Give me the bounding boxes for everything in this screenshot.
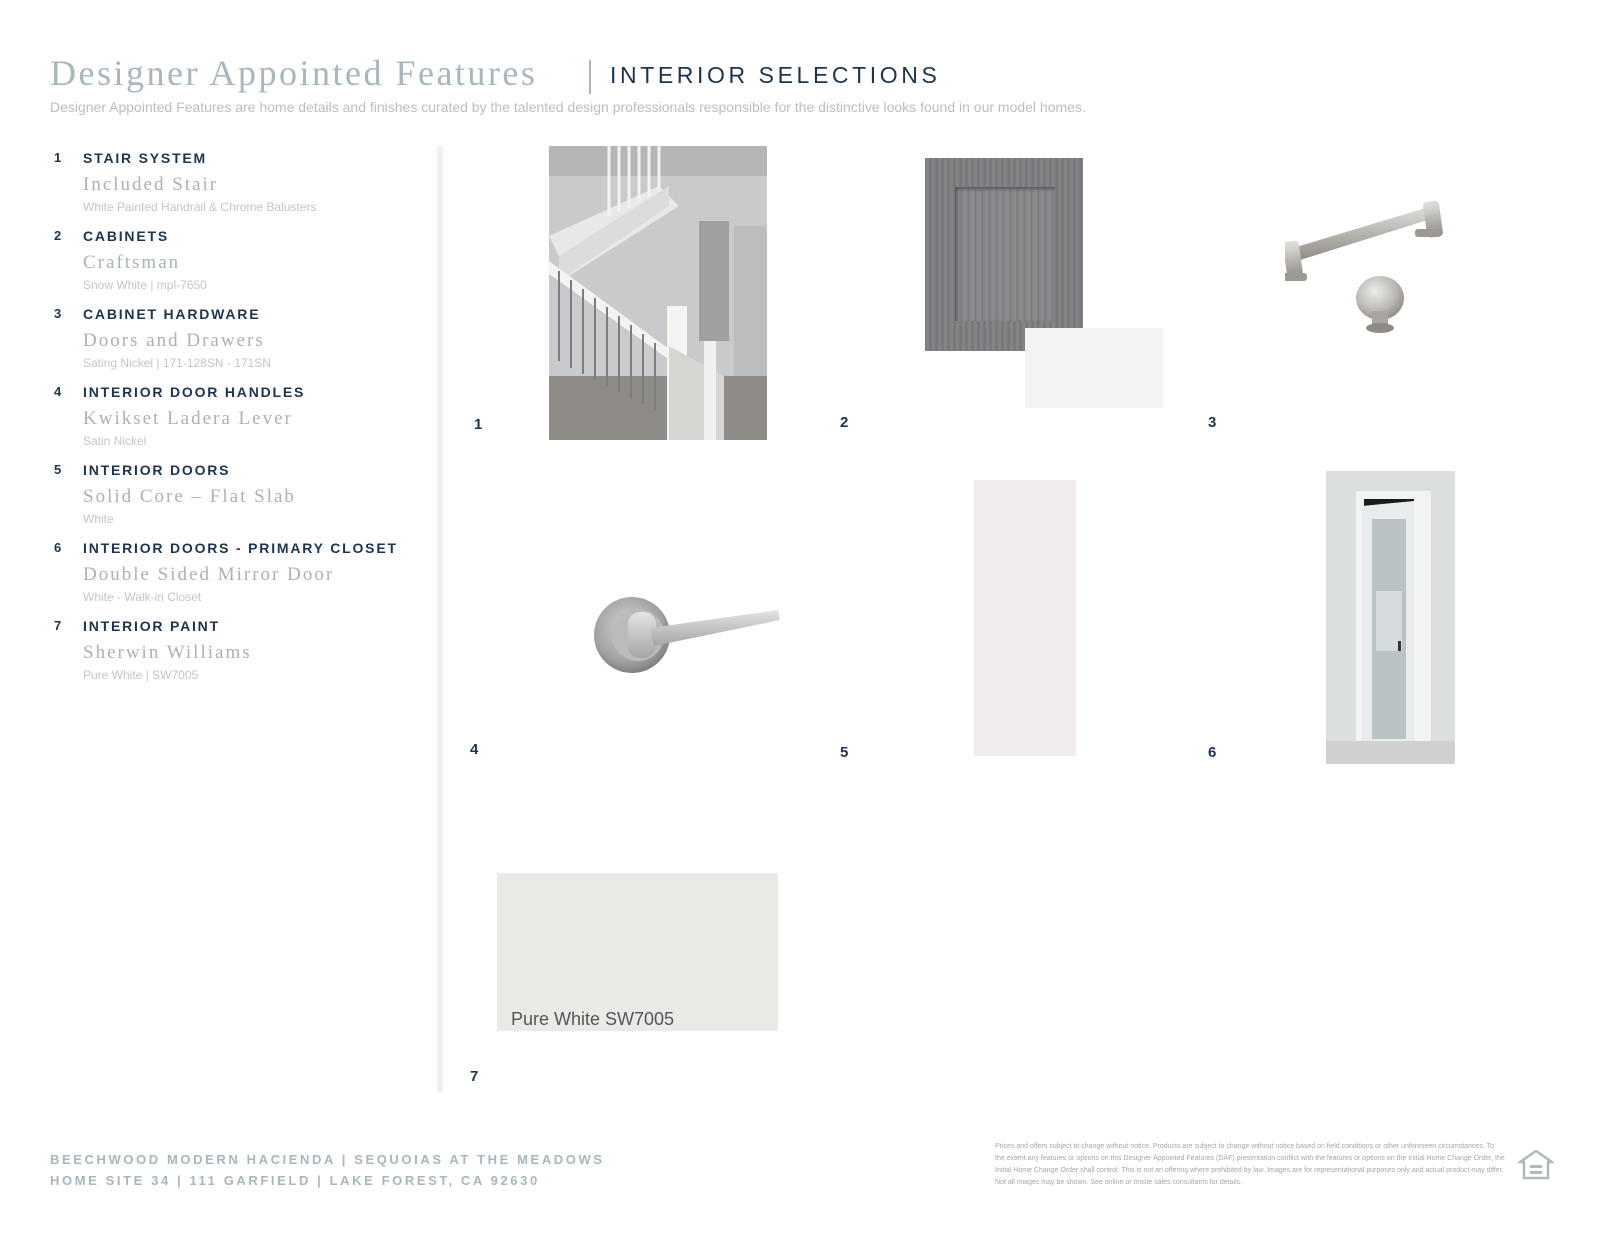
community-name: BEECHWOOD MODERN HACIENDA | SEQUOIAS AT THE MEADOWS bbox=[50, 1152, 605, 1167]
selection-number: 7 bbox=[54, 618, 62, 633]
equal-housing-opportunity-icon bbox=[1518, 1148, 1554, 1189]
selection-product: Sherwin Williams bbox=[83, 642, 252, 663]
home-site-address: HOME SITE 34 | 111 GARFIELD | LAKE FOREST, CA 92630 bbox=[50, 1173, 540, 1188]
selection-number: 6 bbox=[54, 540, 62, 555]
selection-product: Kwikset Ladera Lever bbox=[83, 408, 293, 429]
selection-category: INTERIOR DOORS bbox=[83, 462, 231, 478]
column-divider bbox=[437, 146, 443, 1092]
grid-number: 5 bbox=[840, 744, 849, 761]
selection-detail: White Painted Handrail & Chrome Balusters bbox=[83, 200, 317, 214]
selection-number: 1 bbox=[54, 150, 62, 165]
grid-number: 6 bbox=[1208, 744, 1217, 761]
selection-detail: Snow White | mpl-7650 bbox=[83, 278, 207, 292]
door-lever-image bbox=[590, 590, 790, 680]
selection-category: STAIR SYSTEM bbox=[83, 150, 208, 166]
page-description: Designer Appointed Features are home details and finishes curated by the talented design professionals responsible for the distinctive looks found in our model homes. bbox=[50, 99, 1086, 115]
selection-product: Solid Core – Flat Slab bbox=[83, 486, 296, 507]
title-divider bbox=[589, 60, 591, 94]
selection-category: INTERIOR DOORS - PRIMARY CLOSET bbox=[83, 540, 398, 556]
selection-product: Craftsman bbox=[83, 252, 181, 273]
selection-list bbox=[50, 150, 430, 696]
selection-product: Included Stair bbox=[83, 174, 219, 195]
selection-item bbox=[50, 462, 430, 540]
selection-number: 3 bbox=[54, 306, 62, 321]
cabinet-door-panel bbox=[955, 187, 1055, 321]
selection-item bbox=[50, 306, 430, 384]
selection-number: 4 bbox=[54, 384, 62, 399]
selection-detail: Pure White | SW7005 bbox=[83, 668, 199, 682]
selection-item bbox=[50, 150, 430, 228]
selection-detail: White bbox=[83, 512, 114, 526]
selection-category: INTERIOR DOOR HANDLES bbox=[83, 384, 306, 400]
grid-number: 1 bbox=[474, 416, 483, 433]
legal-disclaimer: Prices and offers subject to change without notice. Products are subject to change without notice based on field conditions or other unforeseen circumstances. To the extent any features or options on this Designer Appointed Features (DAF) presentation conflict with the features or options on the Initial Home Change Order, the Initial Home Change Order shall control. This is not an offering where prohibited by law. Images are for representational purposes only and actual product may differ. Not all images may be shown. See online or onsite sales consultants for details. bbox=[995, 1143, 1505, 1186]
paint-color-swatch bbox=[497, 873, 778, 1031]
selection-product: Doors and Drawers bbox=[83, 330, 265, 351]
grid-number: 4 bbox=[470, 741, 479, 758]
selection-item bbox=[50, 540, 430, 618]
page-title: Designer Appointed Features bbox=[50, 53, 538, 93]
cabinet-white-swatch bbox=[1025, 328, 1163, 408]
selection-item bbox=[50, 384, 430, 462]
grid-number: 2 bbox=[840, 414, 849, 431]
grid-number: 7 bbox=[470, 1068, 479, 1085]
page-subtitle: INTERIOR SELECTIONS bbox=[610, 62, 941, 88]
selection-item bbox=[50, 228, 430, 306]
mirror-closet-door-photo bbox=[1326, 471, 1455, 764]
selection-category: CABINET HARDWARE bbox=[83, 306, 261, 322]
selection-number: 5 bbox=[54, 462, 62, 477]
stair-system-photo bbox=[549, 146, 767, 440]
selection-item bbox=[50, 618, 430, 696]
selection-detail: Satin Nickel bbox=[83, 434, 147, 448]
selection-category: CABINETS bbox=[83, 228, 169, 244]
selection-product: Double Sided Mirror Door bbox=[83, 564, 335, 585]
selection-category: INTERIOR PAINT bbox=[83, 618, 220, 634]
selection-detail: Sating Nickel | 171-128SN - 171SN bbox=[83, 356, 271, 370]
selection-number: 2 bbox=[54, 228, 62, 243]
grid-number: 3 bbox=[1208, 414, 1217, 431]
paint-swatch-label: Pure White SW7005 bbox=[511, 1009, 675, 1029]
cabinet-hardware-image bbox=[1285, 193, 1465, 343]
selection-detail: White - Walk-in Closet bbox=[83, 590, 202, 604]
interior-door-slab-sample bbox=[974, 480, 1076, 756]
